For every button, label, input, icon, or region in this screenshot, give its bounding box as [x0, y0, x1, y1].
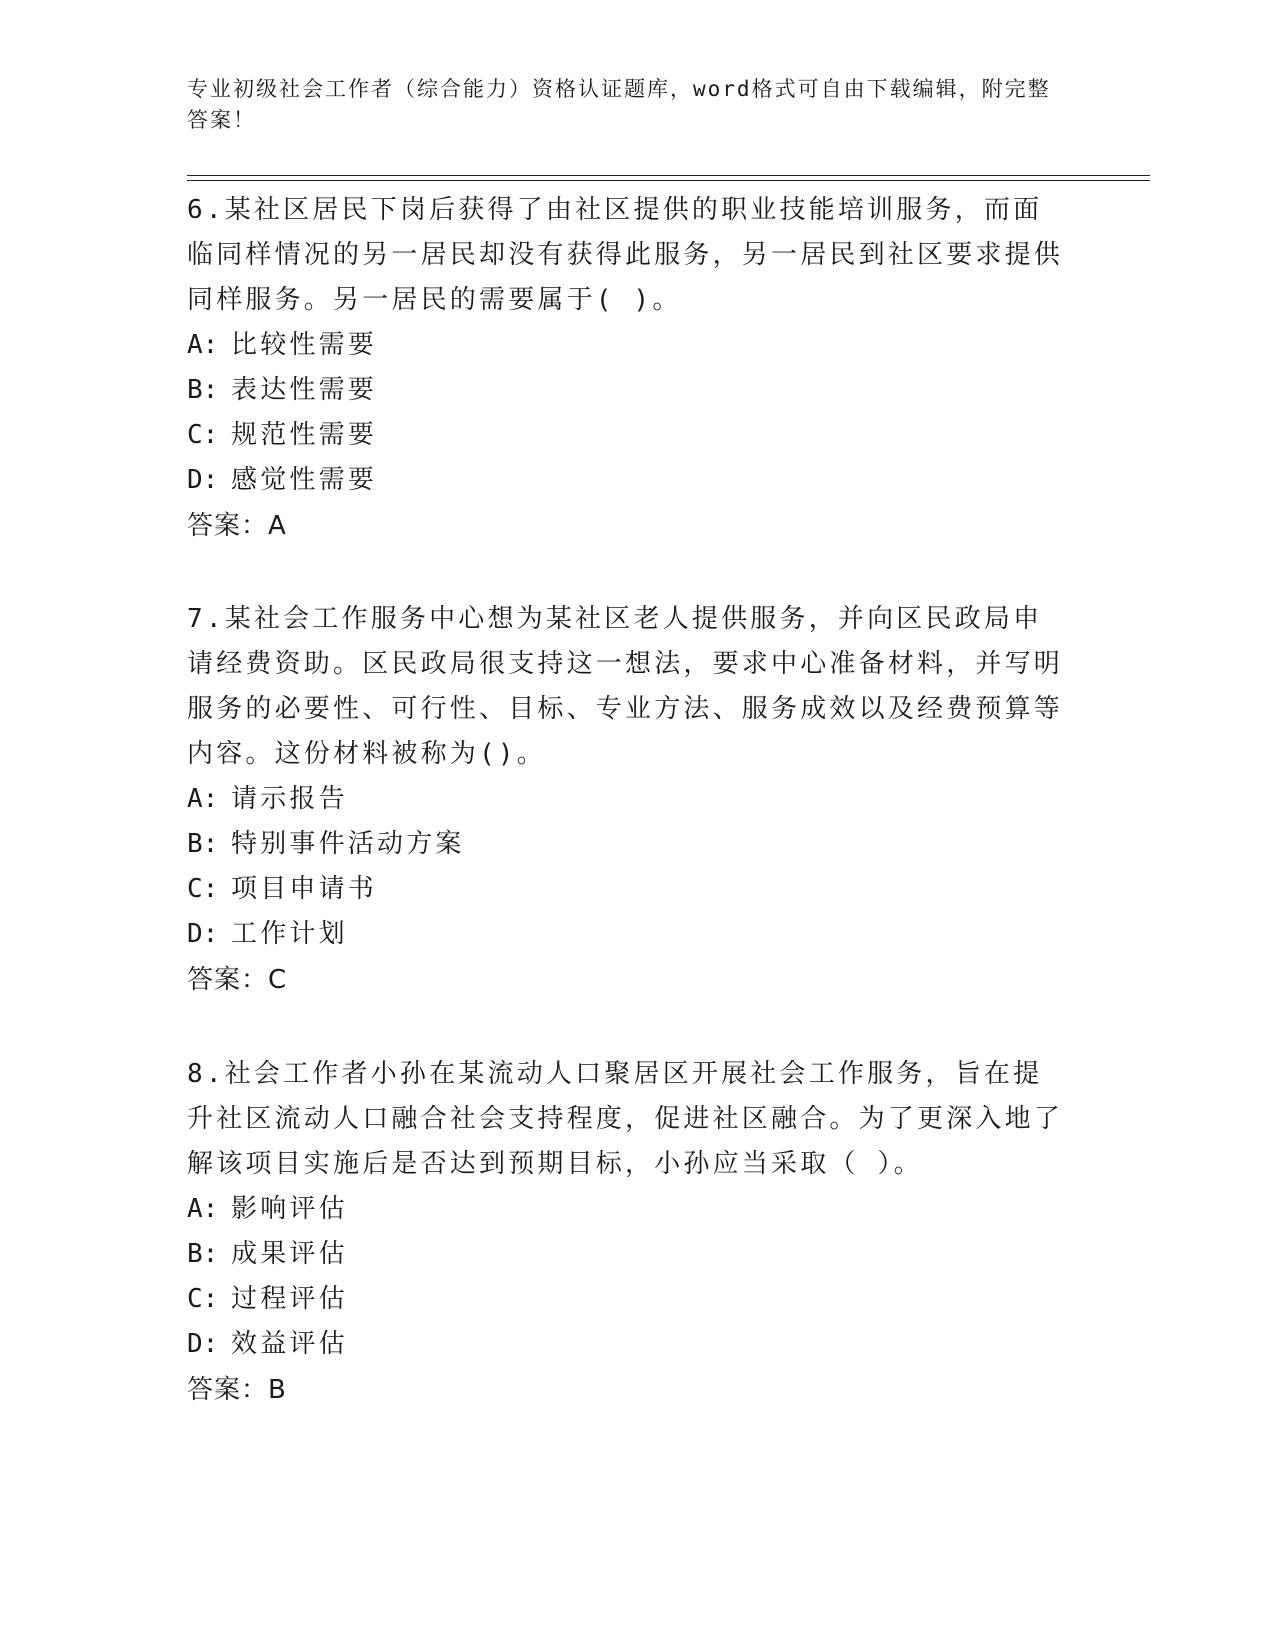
- option-a: [187, 323, 1067, 368]
- answer: 答案：B: [187, 1375, 287, 1405]
- option-c: [187, 413, 1067, 458]
- option-text: 感觉性需要: [231, 465, 378, 495]
- option-c: [187, 867, 1067, 912]
- option-letter: C:: [187, 1284, 219, 1314]
- option-letter: A:: [187, 1194, 219, 1224]
- option-letter: A:: [187, 784, 219, 814]
- option-text: 工作计划: [231, 919, 348, 949]
- option-letter: A:: [187, 330, 219, 360]
- option-a: [187, 777, 1067, 822]
- option-text: 请示报告: [231, 784, 348, 814]
- option-letter: C:: [187, 420, 219, 450]
- document-header: 专业初级社会工作者（综合能力）资格认证题库，word格式可自由下载编辑，附完整答案！: [187, 77, 1051, 132]
- option-text: 效益评估: [231, 1329, 348, 1359]
- question-stem: 6.某社区居民下岗后获得了由社区提供的职业技能培训服务，而面临同样情况的另一居民却没有获得此服务，另一居民到社区要求提供同样服务。另一居民的需要属于( )。: [187, 195, 1064, 315]
- question-7: [187, 597, 1067, 1003]
- question-stem: 7.某社会工作服务中心想为某社区老人提供服务，并向区民政局申请经费资助。区民政局很支持这一想法，要求中心准备材料，并写明服务的必要性、可行性、目标、专业方法、服务成效以及经费预算等内容。这份材料被称为()。: [187, 604, 1064, 769]
- answer: 答案：A: [187, 511, 287, 541]
- header-rule-bottom: [187, 180, 1150, 181]
- answer: 答案：C: [187, 965, 288, 995]
- option-b: [187, 822, 1067, 867]
- option-text: 比较性需要: [231, 330, 378, 360]
- option-text: 项目申请书: [231, 874, 378, 904]
- option-text: 表达性需要: [231, 375, 378, 405]
- option-a: [187, 1187, 1067, 1232]
- option-text: 规范性需要: [231, 420, 378, 450]
- option-b: [187, 368, 1067, 413]
- question-6: [187, 188, 1067, 549]
- option-letter: B:: [187, 375, 219, 405]
- header-rule-top: [187, 175, 1150, 176]
- option-letter: D:: [187, 919, 219, 949]
- option-c: [187, 1277, 1067, 1322]
- question-8: [187, 1052, 1067, 1413]
- option-letter: D:: [187, 1329, 219, 1359]
- option-d: [187, 912, 1067, 957]
- option-letter: C:: [187, 874, 219, 904]
- option-text: 成果评估: [231, 1239, 348, 1269]
- option-text: 影响评估: [231, 1194, 348, 1224]
- option-d: [187, 458, 1067, 503]
- option-text: 过程评估: [231, 1284, 348, 1314]
- option-b: [187, 1232, 1067, 1277]
- option-d: [187, 1322, 1067, 1367]
- option-letter: D:: [187, 465, 219, 495]
- question-stem: 8.社会工作者小孙在某流动人口聚居区开展社会工作服务，旨在提升社区流动人口融合社会支持程度，促进社区融合。为了更深入地了解该项目实施后是否达到预期目标，小孙应当采取（ ）。: [187, 1059, 1064, 1179]
- option-letter: B:: [187, 1239, 219, 1269]
- option-letter: B:: [187, 829, 219, 859]
- option-text: 特别事件活动方案: [231, 829, 465, 859]
